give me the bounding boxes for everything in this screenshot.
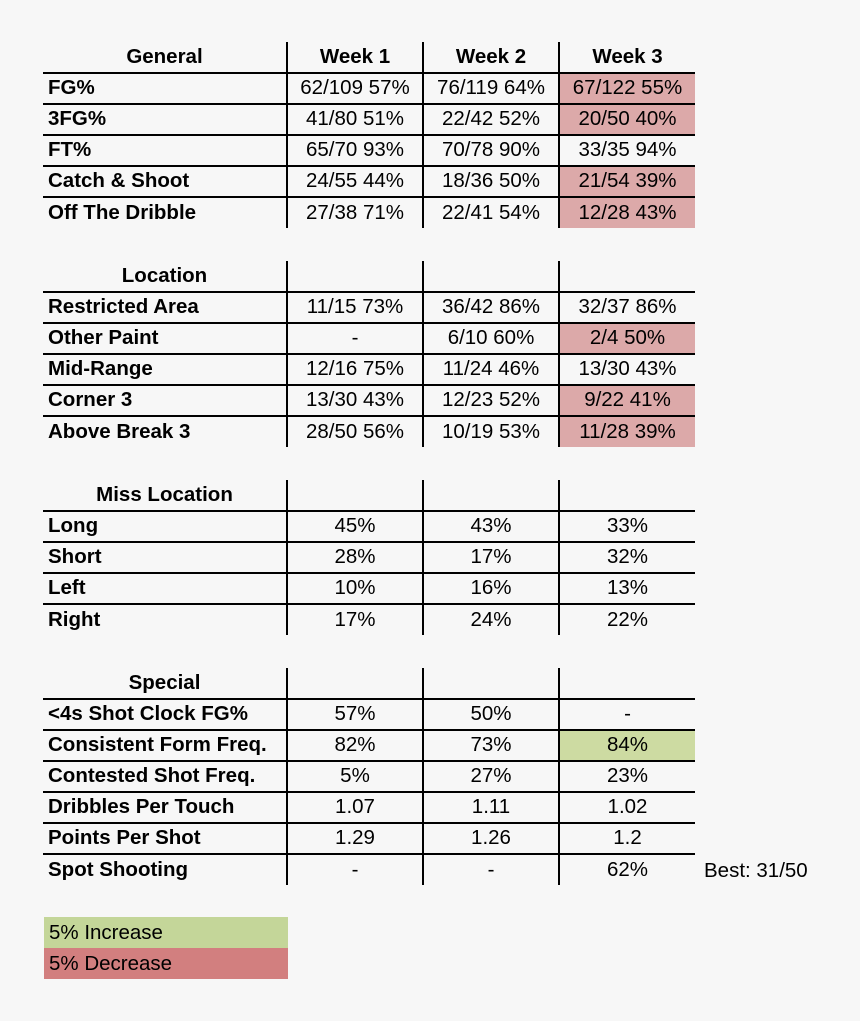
- row-label: 3FG%: [43, 104, 287, 135]
- table-row: [43, 761, 695, 792]
- week-1-value: 27/38 71%: [287, 197, 423, 228]
- week-1-value: 28%: [287, 542, 423, 573]
- header-row: [43, 480, 695, 511]
- week-2-value: -: [423, 854, 559, 885]
- week-1-value: 1.07: [287, 792, 423, 823]
- week-2-value: 76/119 64%: [423, 73, 559, 104]
- legend-increase: 5% Increase: [44, 917, 288, 948]
- row-label: Left: [43, 573, 287, 604]
- week-3-value: 32/37 86%: [559, 292, 695, 323]
- row-label: <4s Shot Clock FG%: [43, 699, 287, 730]
- table-row: [43, 792, 695, 823]
- week-1-value: 45%: [287, 511, 423, 542]
- week-3-value: 22%: [559, 604, 695, 635]
- week-1-value: 1.29: [287, 823, 423, 854]
- table-row: [43, 730, 695, 761]
- week-1-value: 28/50 56%: [287, 416, 423, 447]
- week-2-value: 6/10 60%: [423, 323, 559, 354]
- section-general: [43, 42, 695, 228]
- week-2-value: 27%: [423, 761, 559, 792]
- week-1-value: 82%: [287, 730, 423, 761]
- section-title: Special: [43, 668, 287, 699]
- week-3-value: 33%: [559, 511, 695, 542]
- row-label: Corner 3: [43, 385, 287, 416]
- week-1-value: 57%: [287, 699, 423, 730]
- section-title: Miss Location: [43, 480, 287, 511]
- row-label: FT%: [43, 135, 287, 166]
- week-1-value: 24/55 44%: [287, 166, 423, 197]
- week-1-value: 17%: [287, 604, 423, 635]
- week-2-value: 1.26: [423, 823, 559, 854]
- week-2-value: 70/78 90%: [423, 135, 559, 166]
- row-label: Long: [43, 511, 287, 542]
- week-3-value: 13%: [559, 573, 695, 604]
- week-3-header: [559, 480, 695, 511]
- row-label: Restricted Area: [43, 292, 287, 323]
- week-3-value: 23%: [559, 761, 695, 792]
- header-row: [43, 668, 695, 699]
- row-label: Right: [48, 607, 101, 631]
- week-3-value: 21/54 39%: [559, 166, 695, 197]
- week-1-value: 12/16 75%: [287, 354, 423, 385]
- section-location: [43, 261, 695, 447]
- week-3-value: 1.02: [559, 792, 695, 823]
- week-2-header: [423, 480, 559, 511]
- row-label: Off The Dribble: [48, 200, 197, 224]
- week-1-header: Week 1: [287, 42, 423, 73]
- section-special: [43, 668, 695, 885]
- week-1-header: [287, 668, 423, 699]
- table-row: [43, 323, 695, 354]
- row-label: Other Paint: [43, 323, 287, 354]
- week-1-value: 62/109 57%: [287, 73, 423, 104]
- week-1-value: 10%: [287, 573, 423, 604]
- row-label: Consistent Form Freq.: [43, 730, 287, 761]
- table-row: [43, 135, 695, 166]
- row-label: Short: [43, 542, 287, 573]
- week-2-header: [423, 668, 559, 699]
- week-3-value: 9/22 41%: [559, 385, 695, 416]
- best-spot-shooting-note: Best: 31/50: [704, 859, 808, 882]
- week-3-value: -: [559, 699, 695, 730]
- week-1-value: 41/80 51%: [287, 104, 423, 135]
- week-2-header: [423, 261, 559, 292]
- week-1-value: 13/30 43%: [287, 385, 423, 416]
- week-2-value: 10/19 53%: [423, 416, 559, 447]
- table-row: [43, 823, 695, 854]
- row-label: Mid-Range: [43, 354, 287, 385]
- miss-location-table: [43, 480, 695, 635]
- week-3-header: [559, 261, 695, 292]
- week-2-header: Week 2: [423, 42, 559, 73]
- week-1-value: 11/15 73%: [287, 292, 423, 323]
- special-table: [43, 668, 695, 885]
- header-row: [43, 261, 695, 292]
- table-row: [43, 573, 695, 604]
- row-label: Points Per Shot: [43, 823, 287, 854]
- week-3-header: Week 3: [559, 42, 695, 73]
- week-3-header: [559, 668, 695, 699]
- week-2-value: 22/41 54%: [423, 197, 559, 228]
- table-row: [43, 511, 695, 542]
- row-label: Contested Shot Freq.: [43, 761, 287, 792]
- legend: [44, 917, 288, 979]
- section-title: Location: [43, 261, 287, 292]
- header-row: [43, 42, 695, 73]
- table-row: [43, 197, 695, 228]
- week-2-value: 12/23 52%: [423, 385, 559, 416]
- week-2-value: 24%: [423, 604, 559, 635]
- week-2-value: 11/24 46%: [423, 354, 559, 385]
- week-1-value: -: [287, 323, 423, 354]
- week-3-value: 67/122 55%: [559, 73, 695, 104]
- general-table: [43, 42, 695, 228]
- section-title: General: [43, 42, 287, 73]
- week-3-value: 2/4 50%: [559, 323, 695, 354]
- table-row: [43, 385, 695, 416]
- location-table: [43, 261, 695, 447]
- table-row: [43, 73, 695, 104]
- week-2-value: 17%: [423, 542, 559, 573]
- week-2-value: 22/42 52%: [423, 104, 559, 135]
- table-row: [43, 542, 695, 573]
- table-row: [43, 292, 695, 323]
- week-3-value: 20/50 40%: [559, 104, 695, 135]
- week-1-header: [287, 480, 423, 511]
- week-1-value: -: [287, 854, 423, 885]
- section-miss-location: [43, 480, 695, 635]
- week-2-value: 18/36 50%: [423, 166, 559, 197]
- table-row: [43, 699, 695, 730]
- row-label: Above Break 3: [48, 419, 191, 443]
- week-1-value: 65/70 93%: [287, 135, 423, 166]
- week-3-value: 11/28 39%: [559, 416, 695, 447]
- legend-decrease: 5% Decrease: [44, 948, 288, 979]
- table-row: [43, 354, 695, 385]
- week-3-value: 32%: [559, 542, 695, 573]
- table-row: [43, 854, 695, 885]
- week-3-value: 12/28 43%: [559, 197, 695, 228]
- table-row: [43, 416, 695, 447]
- week-3-value: 84%: [559, 730, 695, 761]
- week-1-value: 5%: [287, 761, 423, 792]
- week-3-value: 62%: [559, 854, 695, 885]
- row-label: Spot Shooting: [48, 857, 189, 881]
- row-label: Catch & Shoot: [43, 166, 287, 197]
- week-3-value: 13/30 43%: [559, 354, 695, 385]
- week-3-value: 33/35 94%: [559, 135, 695, 166]
- row-label: FG%: [43, 73, 287, 104]
- table-row: [43, 604, 695, 635]
- week-3-value: 1.2: [559, 823, 695, 854]
- week-2-value: 50%: [423, 699, 559, 730]
- week-1-header: [287, 261, 423, 292]
- week-2-value: 36/42 86%: [423, 292, 559, 323]
- week-2-value: 16%: [423, 573, 559, 604]
- table-row: [43, 166, 695, 197]
- week-2-value: 1.11: [423, 792, 559, 823]
- week-2-value: 73%: [423, 730, 559, 761]
- row-label: Dribbles Per Touch: [43, 792, 287, 823]
- week-2-value: 43%: [423, 511, 559, 542]
- table-row: [43, 104, 695, 135]
